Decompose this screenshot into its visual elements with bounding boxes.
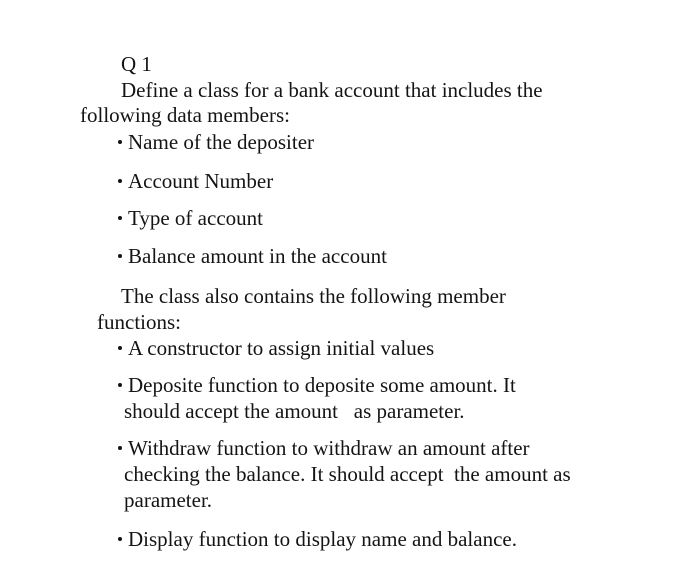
bullet-icon bbox=[118, 216, 122, 220]
data-member-text: Balance amount in the account bbox=[128, 244, 387, 268]
display-text: Display function to display name and balance. bbox=[128, 527, 517, 551]
functions-intro-line-2: functions: bbox=[97, 310, 181, 334]
bullet-icon bbox=[118, 537, 122, 541]
bullet-icon bbox=[118, 446, 122, 450]
constructor-item bbox=[118, 336, 434, 360]
bullet-icon bbox=[118, 140, 122, 144]
withdraw-text-3: parameter. bbox=[124, 488, 213, 512]
functions-intro-line-1: The class also contains the following member bbox=[121, 284, 506, 308]
deposit-text-2: should accept the amount as parameter. bbox=[124, 399, 465, 423]
withdraw-item bbox=[118, 436, 530, 460]
data-member-text: Name of the depositer bbox=[128, 130, 315, 154]
data-member-text: Type of account bbox=[128, 206, 263, 230]
bullet-icon bbox=[118, 346, 122, 350]
data-member-item bbox=[118, 169, 273, 193]
data-member-item bbox=[118, 130, 314, 154]
data-member-item bbox=[118, 244, 387, 268]
bullet-icon bbox=[118, 383, 122, 387]
bullet-icon bbox=[118, 179, 122, 183]
data-member-item bbox=[118, 206, 263, 230]
deposit-item bbox=[118, 373, 516, 397]
display-item bbox=[118, 527, 517, 551]
data-member-text: Account Number bbox=[128, 169, 274, 193]
withdraw-text-2: checking the balance. It should accept the amount as bbox=[124, 462, 571, 486]
withdraw-text-1: Withdraw function to withdraw an amount after bbox=[128, 436, 530, 460]
intro-line-2: following data members: bbox=[80, 103, 290, 127]
deposit-text-1: Deposite function to deposite some amount. It bbox=[128, 373, 516, 397]
question-number: Q 1 bbox=[121, 52, 152, 76]
intro-line-1: Define a class for a bank account that includes the bbox=[121, 78, 543, 102]
constructor-text: A constructor to assign initial values bbox=[128, 336, 435, 360]
bullet-icon bbox=[118, 254, 122, 258]
